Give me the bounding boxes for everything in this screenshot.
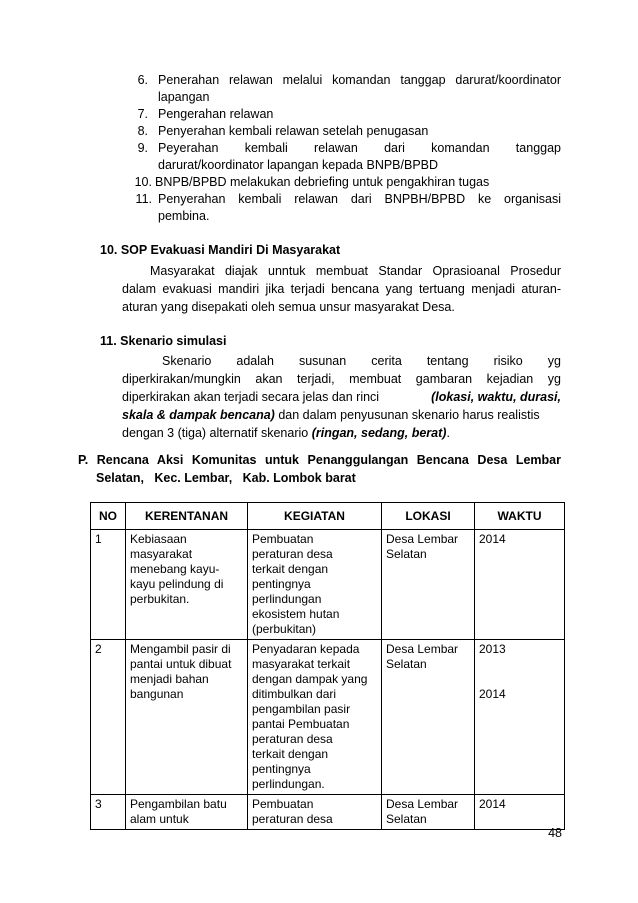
section-11-paragraph-line [122, 389, 561, 406]
cell-spacer [479, 672, 560, 687]
paragraph-text: dengan 3 (tiga) alternatif skenario [122, 426, 312, 440]
cell-text: Desa Lembar [386, 642, 459, 656]
cell-text: alam untuk [130, 812, 189, 826]
cell-text: pentingnya [252, 577, 311, 591]
cell-waktu [475, 640, 565, 795]
paragraph-text: dan dalam penyusunan skenario harus realistis [274, 408, 540, 422]
cell-lokasi [382, 795, 475, 830]
cell-lokasi [382, 530, 475, 640]
cell-text: dengan dampak yang [252, 672, 368, 686]
cell-no: 1 [91, 530, 126, 640]
header-kerentanan: KERENTANAN [126, 503, 248, 530]
list-item-text: Penyerahan kembali relawan setelah penugasan [158, 124, 429, 138]
table-header-row [91, 503, 565, 530]
cell-waktu [475, 530, 565, 640]
cell-text: kayu pelindung di [130, 577, 224, 591]
cell-spacer [479, 657, 560, 672]
cell-text: (perbukitan) [252, 622, 317, 636]
cell-text: masyarakat terkait [252, 657, 351, 671]
section-p-heading: P. Rencana Aksi Komunitas untuk Penanggulangan Bencana Desa Lembar [78, 453, 561, 467]
section-10-paragraph-line: Masyarakat diajak unntuk membuat Standar Oprasioanal Prosedur [150, 264, 561, 278]
cell-text: Pengambilan batu [130, 797, 227, 811]
page-number: 48 [548, 826, 562, 840]
list-item-text: Penyerahan kembali relawan dari BNPBH/BPBD ke organisasi [158, 192, 561, 206]
list-number: 6. [137, 73, 148, 87]
cell-text: menebang kayu- [130, 562, 220, 576]
list-number: 10. [134, 175, 152, 189]
cell-no: 2 [91, 640, 126, 795]
cell-kerentanan [126, 530, 248, 640]
cell-kegiatan [248, 640, 382, 795]
cell-kegiatan [248, 795, 382, 830]
section-p-heading-line2: Selatan, Kec. Lembar, Kab. Lombok barat [96, 471, 356, 485]
section-11-paragraph-line [122, 425, 450, 442]
cell-text: pentingnya [252, 762, 311, 776]
paragraph-text: diperkirakan akan terjadi secara jelas dan rinci [122, 390, 380, 404]
cell-text: Selatan [386, 657, 427, 671]
list-item-text: pembina. [158, 209, 210, 223]
section-10-paragraph-line: dalam evakuasi mandiri jika terjadi bencana yang tertuang menjadi aturan- [122, 282, 561, 296]
cell-kegiatan [248, 530, 382, 640]
cell-text: ditimbulkan dari [252, 687, 337, 701]
list-item-text: BNPB/BPBD melakukan debriefing untuk pengakhiran tugas [155, 175, 490, 189]
list-number: 8. [137, 124, 148, 138]
section-10-paragraph-line: aturan yang disepakati oleh semua unsur masyarakat Desa. [122, 300, 455, 314]
cell-text: peraturan desa [252, 732, 333, 746]
header-no: NO [91, 503, 126, 530]
list-number: 11. [135, 192, 152, 206]
paragraph-emphasis: (lokasi, waktu, durasi, [431, 390, 561, 404]
cell-text: perbukitan. [130, 592, 190, 606]
list-number: 7. [137, 107, 148, 121]
list-item-text: Penerahan relawan melalui komandan tanggap darurat/koordinator [158, 73, 561, 87]
cell-text: 2014 [479, 687, 506, 701]
cell-lokasi [382, 640, 475, 795]
cell-text: peraturan desa [252, 547, 333, 561]
cell-text: Selatan [386, 812, 427, 826]
header-lokasi: LOKASI [382, 503, 475, 530]
paragraph-emphasis: (ringan, sedang, berat) [311, 426, 447, 440]
cell-text: 2014 [479, 797, 506, 811]
header-waktu: WAKTU [475, 503, 565, 530]
list-item-text: Peyerahan kembali relawan dari komandan tanggap [158, 141, 561, 155]
paragraph-text: . [446, 426, 450, 440]
table-row [91, 640, 565, 795]
cell-text: terkait dengan [252, 747, 329, 761]
cell-text: terkait dengan [252, 562, 329, 576]
cell-text: Pembuatan [252, 532, 314, 546]
cell-text: 2013 [479, 642, 506, 656]
cell-text: 2014 [479, 532, 506, 546]
cell-text: perlindungan [252, 592, 322, 606]
section-10-heading: 10. SOP Evakuasi Mandiri Di Masyarakat [100, 243, 341, 257]
cell-kerentanan [126, 640, 248, 795]
header-kegiatan: KEGIATAN [248, 503, 382, 530]
cell-text: pantai untuk dibuat [130, 657, 232, 671]
list-item-text: Pengerahan relawan [158, 107, 274, 121]
paragraph-emphasis: skala & dampak bencana) [122, 408, 275, 422]
cell-text: bangunan [130, 687, 184, 701]
section-11-paragraph-line: diperkirakan/mungkin akan terjadi, membuat gambaran kejadian yg [122, 372, 561, 386]
cell-text: masyarakat [130, 547, 193, 561]
list-item-text: darurat/koordinator lapangan kepada BNPB/BPBD [158, 158, 439, 172]
cell-text: peraturan desa [252, 812, 333, 826]
section-11-paragraph-line [122, 407, 540, 424]
cell-text: Selatan [386, 547, 427, 561]
cell-text: Desa Lembar [386, 797, 459, 811]
cell-text: Pembuatan [252, 797, 314, 811]
cell-kerentanan [126, 795, 248, 830]
cell-waktu [475, 795, 565, 830]
section-11-heading: 11. Skenario simulasi [100, 334, 227, 348]
cell-text: Desa Lembar [386, 532, 459, 546]
cell-text: Kebiasaan [130, 532, 187, 546]
section-11-paragraph-line: Skenario adalah susunan cerita tentang risiko yg [162, 354, 561, 368]
cell-text: Mengambil pasir di [130, 642, 231, 656]
cell-text: pengambilan pasir [252, 702, 351, 716]
cell-no: 3 [91, 795, 126, 830]
cell-text: perlindungan. [252, 777, 325, 791]
cell-text: ekosistem hutan [252, 607, 340, 621]
cell-text: menjadi bahan [130, 672, 209, 686]
cell-text: Penyadaran kepada [252, 642, 360, 656]
list-number: 9. [137, 141, 148, 155]
list-item-text: lapangan [158, 90, 210, 104]
action-plan-table [90, 502, 565, 830]
table-row [91, 530, 565, 640]
cell-text: pantai Pembuatan [252, 717, 350, 731]
table-row [91, 795, 565, 830]
